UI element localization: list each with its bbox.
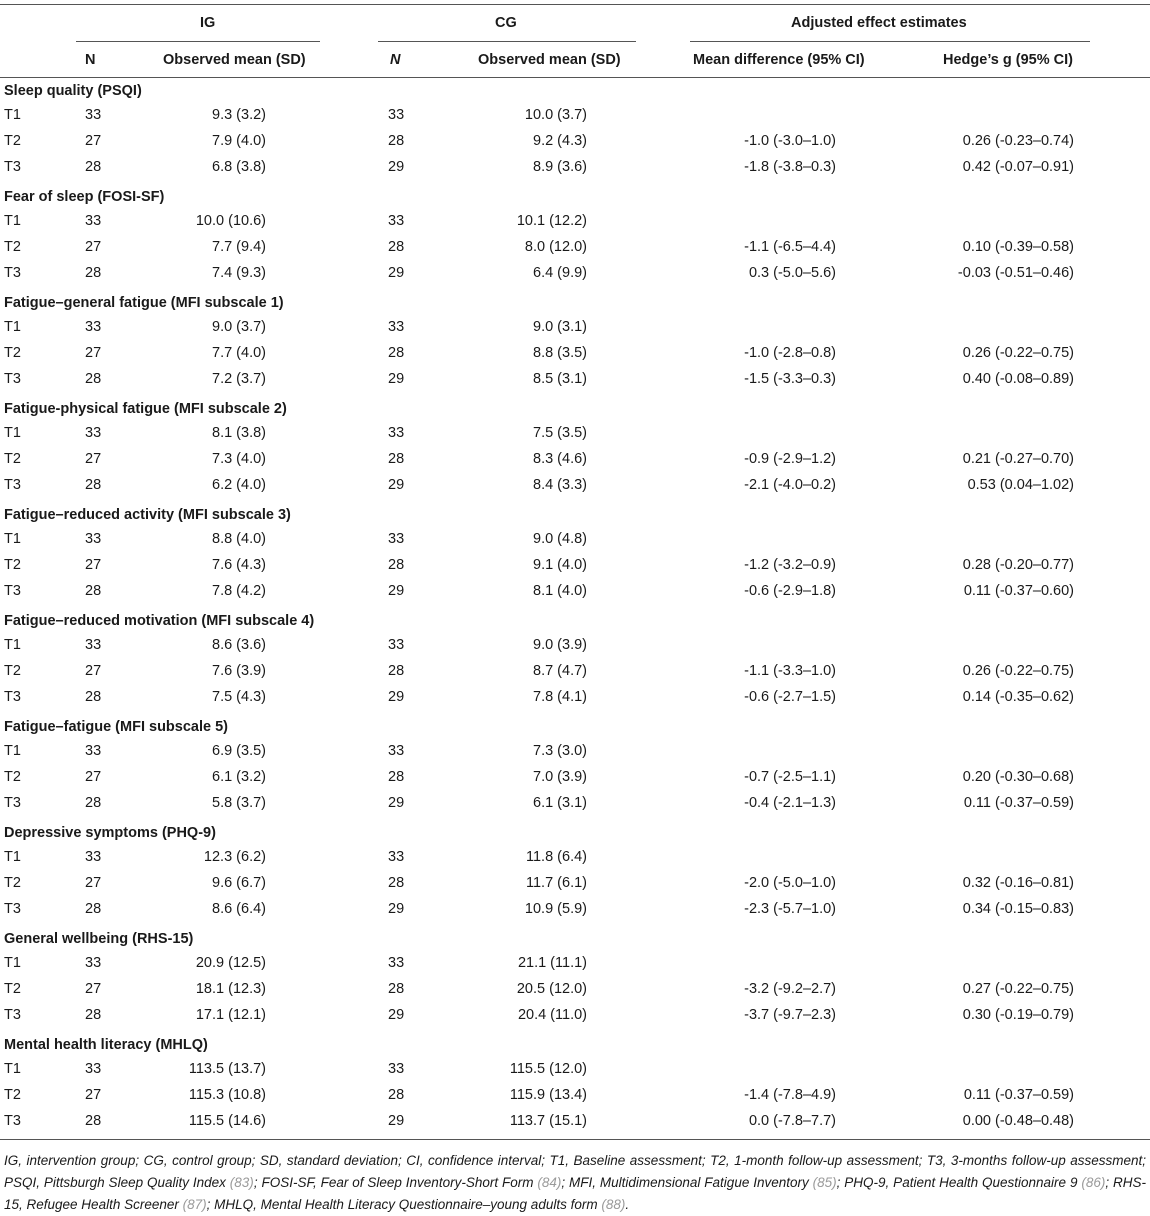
- cell-mean-cg: 113.7 (15.1): [509, 1113, 587, 1130]
- cell-n-ig: 28: [85, 1007, 102, 1024]
- cell-n-ig: 33: [85, 954, 102, 971]
- cell-n-cg: 28: [388, 662, 405, 679]
- cell-mean-ig: 7.2 (3.7): [212, 371, 266, 388]
- group-header-ig: IG: [200, 15, 216, 31]
- cell-timepoint: T1: [4, 424, 21, 441]
- group-header-cg: CG: [495, 15, 517, 31]
- cell-mean-cg: 10.0 (3.7): [524, 106, 587, 123]
- cell-mean-cg: 20.4 (11.0): [517, 1007, 587, 1024]
- cell-mean-ig: 6.2 (4.0): [212, 477, 266, 494]
- cell-hedges-g: 0.10 (-0.39–0.58): [962, 238, 1074, 255]
- cell-mean-ig: 5.8 (3.7): [212, 795, 266, 812]
- cell-mean-ig: 6.9 (3.5): [212, 742, 266, 759]
- cell-timepoint: T1: [4, 848, 21, 865]
- cell-hedges-g: 0.11 (-0.37–0.59): [963, 795, 1074, 812]
- cell-n-ig: 33: [85, 742, 102, 759]
- rule-cg: [378, 41, 636, 42]
- cell-n-ig: 28: [85, 265, 102, 282]
- cell-hedges-g: 0.27 (-0.22–0.75): [962, 980, 1074, 997]
- cell-mean-ig: 7.7 (4.0): [212, 344, 266, 361]
- header-rule: [0, 77, 1150, 78]
- cell-n-cg: 33: [388, 636, 405, 653]
- cell-timepoint: T1: [4, 106, 21, 123]
- cell-n-ig: 28: [85, 159, 102, 176]
- footnote-text: ; FOSI-SF, Fear of Sleep Inventory-Short Form: [253, 1175, 538, 1190]
- cell-mean-cg: 115.5 (12.0): [509, 1060, 587, 1077]
- cell-n-ig: 27: [85, 768, 102, 785]
- cell-mean-cg: 9.2 (4.3): [533, 132, 587, 149]
- cell-mean-ig: 7.6 (4.3): [212, 556, 266, 573]
- cell-n-ig: 27: [85, 132, 102, 149]
- cell-timepoint: T2: [4, 132, 21, 149]
- cell-timepoint: T1: [4, 636, 21, 653]
- cell-hedges-g: 0.42 (-0.07–0.91): [962, 159, 1074, 176]
- cell-n-ig: 28: [85, 689, 102, 706]
- cell-n-cg: 29: [388, 265, 405, 282]
- cell-n-ig: 27: [85, 874, 102, 891]
- footnote-text: ; PHQ-9, Patient Health Questionnaire 9: [836, 1175, 1082, 1190]
- cell-mean-ig: 8.8 (4.0): [212, 530, 266, 547]
- cell-n-cg: 28: [388, 450, 405, 467]
- cell-timepoint: T3: [4, 1113, 21, 1130]
- cell-mean-difference: -1.1 (-6.5–4.4): [744, 238, 836, 255]
- footnote-reference: (84): [537, 1175, 562, 1190]
- cell-timepoint: T2: [4, 450, 21, 467]
- col-header-mean-ig: Observed mean (SD): [163, 52, 306, 68]
- cell-timepoint: T3: [4, 901, 21, 918]
- cell-timepoint: T2: [4, 1086, 21, 1103]
- cell-mean-cg: 8.5 (3.1): [533, 371, 587, 388]
- cell-n-cg: 28: [388, 980, 405, 997]
- cell-timepoint: T2: [4, 662, 21, 679]
- cell-mean-cg: 21.1 (11.1): [517, 954, 587, 971]
- cell-mean-difference: -0.6 (-2.9–1.8): [744, 583, 836, 600]
- cell-n-cg: 33: [388, 530, 405, 547]
- group-header-adjusted: Adjusted effect estimates: [791, 15, 967, 31]
- cell-mean-cg: 6.4 (9.9): [533, 265, 587, 282]
- section-title: Fatigue–reduced motivation (MFI subscale 4): [4, 613, 315, 629]
- cell-hedges-g: -0.03 (-0.51–0.46): [957, 265, 1074, 282]
- cell-hedges-g: 0.00 (-0.48–0.48): [962, 1113, 1074, 1130]
- cell-timepoint: T2: [4, 980, 21, 997]
- footnote-reference: (86): [1081, 1175, 1106, 1190]
- cell-mean-difference: -3.2 (-9.2–2.7): [744, 980, 836, 997]
- cell-mean-ig: 115.3 (10.8): [188, 1086, 266, 1103]
- cell-n-ig: 33: [85, 530, 102, 547]
- footnote-text: ; RHS-15, Refugee Health Screener: [4, 1175, 1146, 1212]
- section-title: Fear of sleep (FOSI-SF): [4, 189, 165, 205]
- cell-hedges-g: 0.28 (-0.20–0.77): [962, 556, 1074, 573]
- footnote-reference: (87): [182, 1197, 207, 1212]
- cell-mean-difference: -0.9 (-2.9–1.2): [744, 450, 836, 467]
- section-title: Depressive symptoms (PHQ-9): [4, 825, 216, 841]
- cell-hedges-g: 0.26 (-0.22–0.75): [962, 662, 1074, 679]
- cell-mean-cg: 7.5 (3.5): [533, 424, 587, 441]
- cell-mean-cg: 8.9 (3.6): [533, 159, 587, 176]
- footnote-text: .: [625, 1197, 630, 1212]
- cell-hedges-g: 0.30 (-0.19–0.79): [962, 1007, 1074, 1024]
- cell-mean-cg: 8.4 (3.3): [533, 477, 587, 494]
- cell-mean-ig: 20.9 (12.5): [195, 954, 266, 971]
- cell-hedges-g: 0.40 (-0.08–0.89): [962, 371, 1074, 388]
- cell-timepoint: T2: [4, 238, 21, 255]
- cell-n-cg: 33: [388, 212, 405, 229]
- cell-mean-ig: 9.0 (3.7): [212, 318, 266, 335]
- cell-mean-ig: 9.6 (6.7): [212, 874, 266, 891]
- cell-mean-cg: 11.7 (6.1): [526, 874, 587, 891]
- cell-mean-difference: -1.1 (-3.3–1.0): [744, 662, 836, 679]
- cell-n-cg: 33: [388, 318, 405, 335]
- cell-timepoint: T3: [4, 371, 21, 388]
- cell-mean-ig: 113.5 (13.7): [188, 1060, 266, 1077]
- col-header-n-ig: N: [85, 52, 96, 68]
- cell-timepoint: T1: [4, 742, 21, 759]
- cell-mean-ig: 7.4 (9.3): [212, 265, 266, 282]
- cell-timepoint: T3: [4, 1007, 21, 1024]
- cell-mean-difference: -3.7 (-9.7–2.3): [744, 1007, 836, 1024]
- cell-mean-ig: 7.6 (3.9): [212, 662, 266, 679]
- cell-n-ig: 27: [85, 556, 102, 573]
- cell-mean-difference: 0.3 (-5.0–5.6): [748, 265, 836, 282]
- cell-mean-cg: 7.3 (3.0): [533, 742, 587, 759]
- cell-mean-ig: 10.0 (10.6): [195, 212, 266, 229]
- col-header-mean-cg: Observed mean (SD): [478, 52, 621, 68]
- cell-mean-cg: 8.1 (4.0): [533, 583, 587, 600]
- cell-n-cg: 29: [388, 477, 405, 494]
- cell-timepoint: T1: [4, 530, 21, 547]
- cell-hedges-g: 0.53 (0.04–1.02): [967, 477, 1074, 494]
- cell-mean-difference: -1.0 (-2.8–0.8): [744, 344, 836, 361]
- section-title: Fatigue-physical fatigue (MFI subscale 2): [4, 401, 287, 417]
- col-header-mean-difference: Mean difference (95% CI): [693, 52, 865, 68]
- cell-n-ig: 33: [85, 1060, 102, 1077]
- footnote-reference: (85): [812, 1175, 837, 1190]
- cell-n-ig: 28: [85, 477, 102, 494]
- section-title: General wellbeing (RHS-15): [4, 931, 194, 947]
- cell-mean-cg: 9.0 (4.8): [533, 530, 587, 547]
- cell-mean-difference: 0.0 (-7.8–7.7): [748, 1113, 836, 1130]
- cell-n-cg: 29: [388, 1007, 405, 1024]
- cell-n-cg: 29: [388, 159, 405, 176]
- cell-timepoint: T1: [4, 954, 21, 971]
- cell-n-ig: 33: [85, 848, 102, 865]
- cell-mean-cg: 9.0 (3.1): [533, 318, 587, 335]
- cell-n-cg: 33: [388, 848, 405, 865]
- cell-mean-cg: 9.0 (3.9): [533, 636, 587, 653]
- cell-mean-ig: 8.6 (6.4): [212, 901, 266, 918]
- cell-hedges-g: 0.11 (-0.37–0.59): [963, 1086, 1074, 1103]
- cell-timepoint: T2: [4, 556, 21, 573]
- cell-n-ig: 28: [85, 901, 102, 918]
- cell-hedges-g: 0.26 (-0.22–0.75): [962, 344, 1074, 361]
- cell-timepoint: T1: [4, 1060, 21, 1077]
- cell-n-cg: 28: [388, 1086, 405, 1103]
- cell-n-cg: 29: [388, 901, 405, 918]
- cell-mean-cg: 8.3 (4.6): [533, 450, 587, 467]
- rule-ig: [76, 41, 320, 42]
- cell-mean-ig: 6.8 (3.8): [212, 159, 266, 176]
- cell-n-ig: 33: [85, 424, 102, 441]
- cell-timepoint: T2: [4, 768, 21, 785]
- cell-timepoint: T2: [4, 874, 21, 891]
- cell-mean-cg: 7.0 (3.9): [533, 768, 587, 785]
- cell-n-cg: 29: [388, 689, 405, 706]
- cell-mean-ig: 7.9 (4.0): [212, 132, 266, 149]
- section-title: Fatigue–fatigue (MFI subscale 5): [4, 719, 228, 735]
- cell-timepoint: T2: [4, 344, 21, 361]
- top-rule: [0, 4, 1150, 5]
- section-title: Sleep quality (PSQI): [4, 83, 142, 99]
- col-header-n-cg: N: [390, 52, 401, 68]
- cell-n-ig: 33: [85, 106, 102, 123]
- cell-n-cg: 33: [388, 106, 405, 123]
- cell-timepoint: T1: [4, 318, 21, 335]
- cell-mean-ig: 7.3 (4.0): [212, 450, 266, 467]
- cell-mean-difference: -0.7 (-2.5–1.1): [744, 768, 836, 785]
- cell-mean-ig: 18.1 (12.3): [195, 980, 266, 997]
- cell-mean-cg: 9.1 (4.0): [533, 556, 587, 573]
- footnote-reference: (88): [601, 1197, 626, 1212]
- cell-n-cg: 33: [388, 1060, 405, 1077]
- cell-mean-cg: 8.8 (3.5): [533, 344, 587, 361]
- cell-hedges-g: 0.32 (-0.16–0.81): [962, 874, 1074, 891]
- cell-n-ig: 27: [85, 344, 102, 361]
- cell-n-cg: 29: [388, 795, 405, 812]
- cell-n-cg: 33: [388, 424, 405, 441]
- cell-mean-cg: 10.1 (12.2): [516, 212, 587, 229]
- cell-n-cg: 28: [388, 874, 405, 891]
- cell-mean-difference: -0.4 (-2.1–1.3): [744, 795, 836, 812]
- cell-mean-cg: 20.5 (12.0): [516, 980, 587, 997]
- cell-n-cg: 29: [388, 583, 405, 600]
- cell-mean-ig: 7.8 (4.2): [212, 583, 266, 600]
- cell-n-ig: 33: [85, 212, 102, 229]
- section-title: Mental health literacy (MHLQ): [4, 1037, 208, 1053]
- cell-n-ig: 27: [85, 980, 102, 997]
- cell-n-cg: 29: [388, 371, 405, 388]
- cell-hedges-g: 0.14 (-0.35–0.62): [962, 689, 1074, 706]
- cell-hedges-g: 0.11 (-0.37–0.60): [963, 583, 1074, 600]
- cell-hedges-g: 0.21 (-0.27–0.70): [962, 450, 1074, 467]
- cell-n-ig: 28: [85, 1113, 102, 1130]
- cell-mean-cg: 8.7 (4.7): [533, 662, 587, 679]
- cell-timepoint: T3: [4, 265, 21, 282]
- cell-mean-ig: 6.1 (3.2): [212, 768, 266, 785]
- cell-timepoint: T3: [4, 159, 21, 176]
- cell-n-ig: 27: [85, 662, 102, 679]
- rule-adjusted: [690, 41, 1090, 42]
- cell-timepoint: T3: [4, 689, 21, 706]
- cell-mean-cg: 7.8 (4.1): [533, 689, 587, 706]
- cell-timepoint: T1: [4, 212, 21, 229]
- footnote-text: IG, intervention group; CG, control group; SD, standard deviation; CI, confidence interval; T1, Baseline assessment; T2, 1-month follow-up assessment; T3, 3-months follow-up assessment; PSQI, Pittsburgh Sleep Quality Index: [4, 1153, 1146, 1190]
- cell-n-cg: 28: [388, 238, 405, 255]
- cell-n-ig: 33: [85, 318, 102, 335]
- cell-mean-difference: -1.8 (-3.8–0.3): [744, 159, 836, 176]
- cell-n-ig: 27: [85, 1086, 102, 1103]
- cell-hedges-g: 0.20 (-0.30–0.68): [962, 768, 1074, 785]
- cell-mean-difference: -2.3 (-5.7–1.0): [744, 901, 836, 918]
- cell-mean-ig: 7.5 (4.3): [212, 689, 266, 706]
- cell-n-cg: 28: [388, 768, 405, 785]
- cell-mean-difference: -0.6 (-2.7–1.5): [744, 689, 836, 706]
- cell-n-ig: 33: [85, 636, 102, 653]
- cell-mean-ig: 8.1 (3.8): [212, 424, 266, 441]
- cell-timepoint: T3: [4, 583, 21, 600]
- table-footnote: [4, 1150, 1146, 1216]
- cell-mean-ig: 9.3 (3.2): [212, 106, 266, 123]
- cell-n-ig: 28: [85, 371, 102, 388]
- cell-mean-ig: 17.1 (12.1): [195, 1007, 266, 1024]
- cell-mean-ig: 8.6 (3.6): [212, 636, 266, 653]
- cell-n-cg: 28: [388, 344, 405, 361]
- col-header-hedges-g: Hedge’s g (95% CI): [943, 52, 1073, 68]
- footnote-text: ; MHLQ, Mental Health Literacy Questionnaire–young adults form: [206, 1197, 602, 1212]
- cell-mean-difference: -1.0 (-3.0–1.0): [744, 132, 836, 149]
- cell-mean-difference: -2.0 (-5.0–1.0): [744, 874, 836, 891]
- cell-timepoint: T3: [4, 477, 21, 494]
- cell-mean-cg: 10.9 (5.9): [524, 901, 587, 918]
- cell-hedges-g: 0.34 (-0.15–0.83): [962, 901, 1074, 918]
- cell-n-ig: 28: [85, 583, 102, 600]
- cell-timepoint: T3: [4, 795, 21, 812]
- cell-n-cg: 33: [388, 954, 405, 971]
- cell-mean-difference: -2.1 (-4.0–0.2): [744, 477, 836, 494]
- cell-n-cg: 28: [388, 556, 405, 573]
- bottom-rule: [0, 1139, 1150, 1140]
- cell-mean-cg: 11.8 (6.4): [526, 848, 587, 865]
- cell-n-cg: 29: [388, 1113, 405, 1130]
- cell-mean-cg: 115.9 (13.4): [509, 1086, 587, 1103]
- cell-mean-difference: -1.4 (-7.8–4.9): [744, 1086, 836, 1103]
- cell-n-ig: 28: [85, 795, 102, 812]
- footnote-reference: (83): [229, 1175, 254, 1190]
- cell-n-ig: 27: [85, 238, 102, 255]
- cell-mean-ig: 12.3 (6.2): [203, 848, 266, 865]
- cell-mean-cg: 6.1 (3.1): [533, 795, 587, 812]
- section-title: Fatigue–general fatigue (MFI subscale 1): [4, 295, 284, 311]
- section-title: Fatigue–reduced activity (MFI subscale 3): [4, 507, 291, 523]
- cell-n-cg: 28: [388, 132, 405, 149]
- footnote-text: ; MFI, Multidimensional Fatigue Inventory: [561, 1175, 813, 1190]
- cell-mean-ig: 115.5 (14.6): [188, 1113, 266, 1130]
- cell-mean-ig: 7.7 (9.4): [212, 238, 266, 255]
- cell-mean-difference: -1.2 (-3.2–0.9): [744, 556, 836, 573]
- cell-mean-difference: -1.5 (-3.3–0.3): [744, 371, 836, 388]
- cell-mean-cg: 8.0 (12.0): [524, 238, 587, 255]
- cell-hedges-g: 0.26 (-0.23–0.74): [962, 132, 1074, 149]
- cell-n-cg: 33: [388, 742, 405, 759]
- cell-n-ig: 27: [85, 450, 102, 467]
